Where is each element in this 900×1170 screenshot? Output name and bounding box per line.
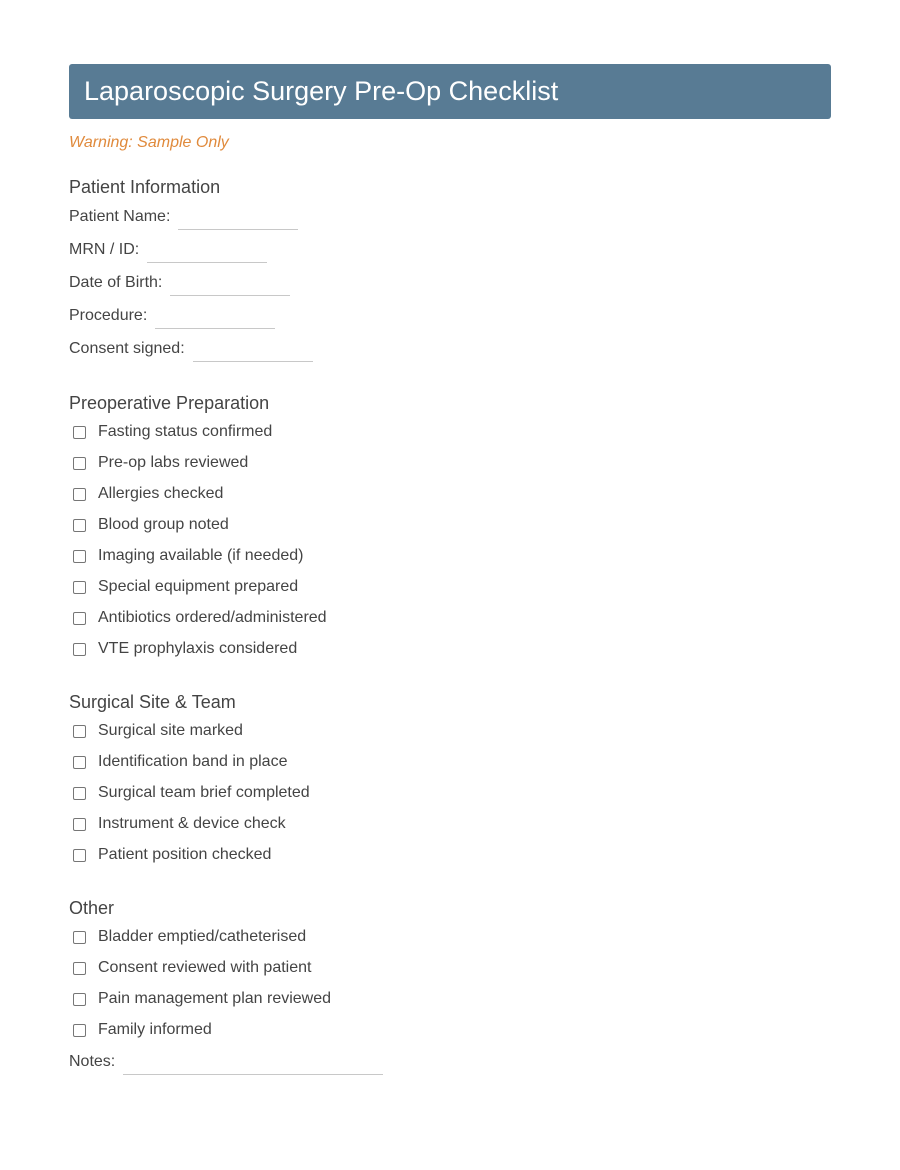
checklist-label: Family informed: [98, 1021, 212, 1038]
checklist-item[interactable]: [73, 959, 311, 977]
checklist-item[interactable]: [73, 578, 298, 596]
checklist-label: Patient position checked: [98, 846, 272, 863]
checkbox[interactable]: [73, 643, 86, 656]
checklist-item[interactable]: [73, 1021, 212, 1039]
field-label: Consent signed:: [69, 340, 185, 357]
mrn-field: [69, 241, 267, 259]
section-title-patient-information: Patient Information: [69, 177, 221, 197]
checklist-label: Surgical site marked: [98, 722, 243, 739]
field-label: Patient Name:: [69, 208, 171, 225]
checklist-label: Blood group noted: [98, 516, 229, 533]
checkbox[interactable]: [73, 519, 86, 532]
notes-field: [69, 1053, 383, 1071]
field-label: Notes:: [69, 1053, 116, 1070]
warning-text: Warning: Sample Only: [69, 134, 229, 151]
checklist-label: Identification band in place: [98, 753, 288, 770]
section-title-other: Other: [69, 898, 115, 918]
patient-name-input[interactable]: [178, 228, 298, 230]
dob-field: [69, 274, 290, 292]
checkbox[interactable]: [73, 550, 86, 563]
procedure-input[interactable]: [155, 327, 275, 329]
checkbox[interactable]: [73, 818, 86, 831]
checklist-item[interactable]: [73, 423, 272, 441]
field-label: Procedure:: [69, 307, 148, 324]
patient-name-field: [69, 208, 298, 226]
checklist-item[interactable]: [73, 547, 303, 565]
checklist-label: Pain management plan reviewed: [98, 990, 332, 1007]
checklist-item[interactable]: [73, 640, 297, 658]
checkbox[interactable]: [73, 725, 86, 738]
checklist-label: Surgical team brief completed: [98, 784, 310, 801]
checkbox[interactable]: [73, 756, 86, 769]
mrn-input[interactable]: [147, 261, 267, 263]
checklist-item[interactable]: [73, 753, 287, 771]
checklist-item[interactable]: [73, 609, 327, 627]
checklist-item[interactable]: [73, 516, 229, 534]
checkbox[interactable]: [73, 962, 86, 975]
checklist-label: Bladder emptied/catheterised: [98, 928, 307, 945]
checklist-item[interactable]: [73, 990, 331, 1008]
dob-input[interactable]: [170, 294, 290, 296]
section-title-preoperative: Preoperative Preparation: [69, 393, 270, 413]
section-title-surgical-site-team: Surgical Site & Team: [69, 692, 236, 712]
checkbox[interactable]: [73, 457, 86, 470]
checkbox[interactable]: [73, 849, 86, 862]
checkbox[interactable]: [73, 426, 86, 439]
checklist-item[interactable]: [73, 928, 306, 946]
checkbox[interactable]: [73, 581, 86, 594]
checklist-label: Pre-op labs reviewed: [98, 454, 249, 471]
consent-signed-input[interactable]: [193, 360, 313, 362]
checklist-item[interactable]: [73, 815, 286, 833]
checkbox[interactable]: [73, 488, 86, 501]
checkbox[interactable]: [73, 1024, 86, 1037]
field-label: Date of Birth:: [69, 274, 163, 291]
checklist-label: Fasting status confirmed: [98, 423, 273, 440]
checklist-item[interactable]: [73, 454, 248, 472]
checkbox[interactable]: [73, 931, 86, 944]
checklist-item[interactable]: [73, 485, 223, 503]
page-title: Laparoscopic Surgery Pre-Op Checklist: [84, 76, 559, 106]
field-label: MRN / ID:: [69, 241, 140, 258]
checklist-label: VTE prophylaxis considered: [98, 640, 298, 657]
checkbox[interactable]: [73, 612, 86, 625]
checklist-label: Instrument & device check: [98, 815, 286, 832]
checkbox[interactable]: [73, 787, 86, 800]
checklist-label: Antibiotics ordered/administered: [98, 609, 327, 626]
consent-signed-field: [69, 340, 313, 358]
title-banner: [69, 64, 831, 119]
checklist-label: Consent reviewed with patient: [98, 959, 312, 976]
checklist-item[interactable]: [73, 784, 310, 802]
procedure-field: [69, 307, 275, 325]
checkbox[interactable]: [73, 993, 86, 1006]
checklist-label: Allergies checked: [98, 485, 224, 502]
notes-input[interactable]: [123, 1073, 383, 1075]
checklist-label: Imaging available (if needed): [98, 547, 304, 564]
checklist-item[interactable]: [73, 722, 243, 740]
checklist-label: Special equipment prepared: [98, 578, 299, 595]
checklist-item[interactable]: [73, 846, 271, 864]
